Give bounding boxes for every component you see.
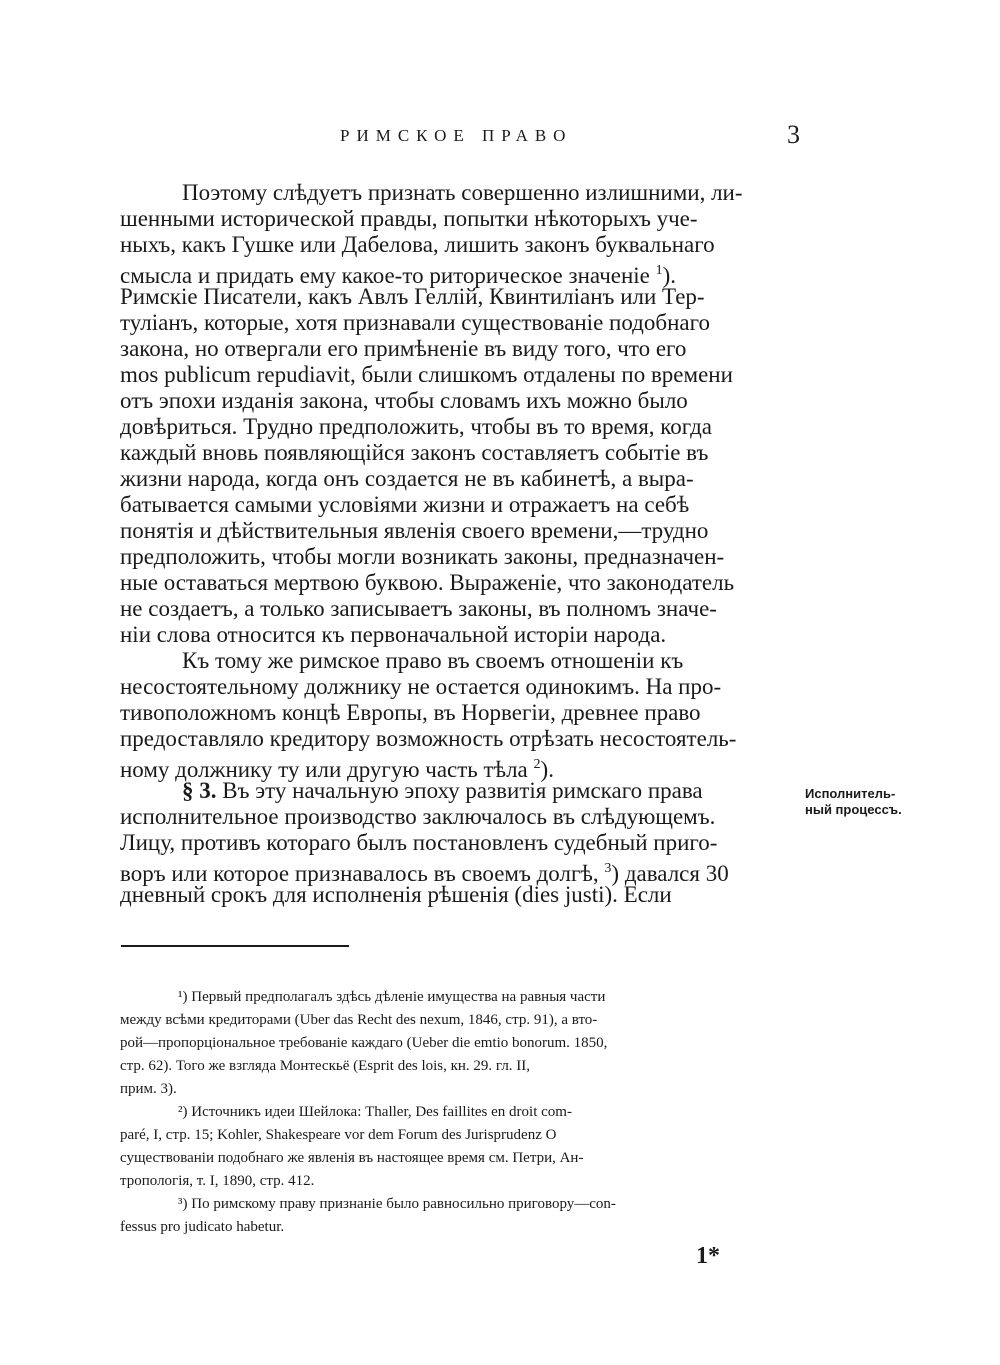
text-line: довѣриться. Трудно предположить, чтобы въ то время, когда <box>120 414 712 439</box>
footnote-line: прим. 3). <box>120 1081 177 1097</box>
text-line: ніи слова относится къ первоначальной исторіи народа. <box>120 622 667 647</box>
text-line: закона, но отвергали его примѣненіе въ виду того, что его <box>120 336 687 361</box>
page-number: 3 <box>787 120 800 149</box>
footnote-ref: 3 <box>604 861 612 876</box>
footnote-line: fessus pro judicato habetur. <box>120 1219 285 1235</box>
text-line: батывается самыми условіями жизни и отражаетъ на себѣ <box>120 492 690 517</box>
footnote-line: рой—пропорціональное требованіе каждаго (Ueber die emtio bonorum. 1850, <box>120 1035 608 1051</box>
section-mark: § 3. <box>182 778 217 803</box>
footnote-ref: 2 <box>533 757 541 772</box>
footnote-divider <box>121 945 349 947</box>
footnote-ref-suffix: ) <box>611 861 620 886</box>
text-line: тивоположномъ концѣ Европы, въ Норвегіи, древнее право <box>120 700 701 725</box>
text-line: Римскіе Писатели, какъ Авлъ Геллій, Квинтиліанъ или Тер- <box>120 284 705 309</box>
footnote-line: стр. 62). Того же взгляда Монтескьё (Esprit des lois, кн. 29. гл. II, <box>120 1058 531 1074</box>
margin-note <box>805 786 915 818</box>
text-line: предоставляло кредитору возможность отрѣзать несостоятель- <box>120 726 737 751</box>
margin-note-line: ный процессъ. <box>805 802 902 817</box>
text-line <box>120 258 802 288</box>
text-line: несостоятельному должнику не остается одинокимъ. На про- <box>120 674 722 699</box>
text-line: mos publicum repudiavit, были слишкомъ отдалены по времени <box>120 362 733 387</box>
text-line: ныхъ, какъ Гушке или Дабелова, лишить законъ буквальнаго <box>120 232 715 257</box>
footnote-line: ¹) Первый предполагалъ здѣсь дѣленіе имущества на равныя части <box>178 989 606 1005</box>
text-line: отъ эпохи изданія закона, чтобы словамъ ихъ можно было <box>120 388 688 413</box>
text-line: не создаетъ, а только записываетъ законы, въ полномъ значе- <box>120 596 717 621</box>
running-head: РИМСКОЕ ПРАВО <box>340 126 573 145</box>
text-line: шенными исторической правды, попытки нѣкоторыхъ уче- <box>120 206 698 231</box>
signature-mark: 1* <box>696 1243 720 1269</box>
text-line: туліанъ, которые, хотя признавали существованіе подобнаго <box>120 310 710 335</box>
text-line: каждый вновь появляющійся законъ составляетъ событіе въ <box>120 440 709 465</box>
footnote-line: ³) По римскому праву признаніе было равносильно приговору—con- <box>178 1196 616 1212</box>
text-line <box>120 752 802 782</box>
footnote-line: между всѣми кредиторами (Uber das Recht des nexum, 1846, стр. 91), а вто- <box>120 1012 598 1028</box>
footnotes <box>120 986 802 1239</box>
text-span: ному должнику ту или другую часть тѣла <box>120 757 528 782</box>
text-line: Къ тому же римское право въ своемъ отношеніи къ <box>182 648 684 673</box>
text-line: жизни народа, когда онъ создается не въ кабинетѣ, а выра- <box>120 466 694 491</box>
text-line: понятія и дѣйствительныя явленія своего времени,—трудно <box>120 518 709 543</box>
text-line <box>120 856 802 886</box>
text-span: Въ эту начальную эпоху развитія римскаго права <box>222 778 703 803</box>
text-span: смысла и придать ему какое-то риторическое значеніе <box>120 263 650 288</box>
footnote-ref-suffix: ). <box>662 263 677 288</box>
footnote-line: paré, I, стр. 15; Kohler, Shakespeare vor dem Forum des Jurisprudenz О <box>120 1127 557 1143</box>
footnote-line: тропологія, т. I, 1890, стр. 412. <box>120 1173 315 1189</box>
text-span: давался 30 <box>624 861 729 886</box>
text-line: Лицу, противъ котораго былъ постановленъ судебный приго- <box>120 830 718 855</box>
text-line: предположить, чтобы могли возникать законы, предназначен- <box>120 544 725 569</box>
footnote-line: существованіи подобнаго же явленія въ настоящее время см. Петри, Ан- <box>120 1150 584 1166</box>
text-line: дневный срокъ для исполненія рѣшенія (dies justi). Если <box>120 882 672 907</box>
main-text <box>120 180 802 908</box>
text-line: исполнительное производство заключалось въ слѣдующемъ. <box>120 804 716 829</box>
text-span: воръ или которое признавалось въ своемъ долгѣ, <box>120 861 599 886</box>
footnote-line: ²) Источникъ идеи Шейлока: Thaller, Des faillites en droit com- <box>178 1104 572 1120</box>
text-line <box>120 778 802 804</box>
footnote-ref-suffix: ). <box>540 757 554 782</box>
text-line: ные оставаться мертвою буквою. Выраженіе, что законодатель <box>120 570 735 595</box>
margin-note-line: Исполнитель- <box>805 786 896 801</box>
footnote-ref: 1 <box>655 263 663 278</box>
text-line: Поэтому слѣдуетъ признать совершенно излишними, ли- <box>182 180 743 205</box>
